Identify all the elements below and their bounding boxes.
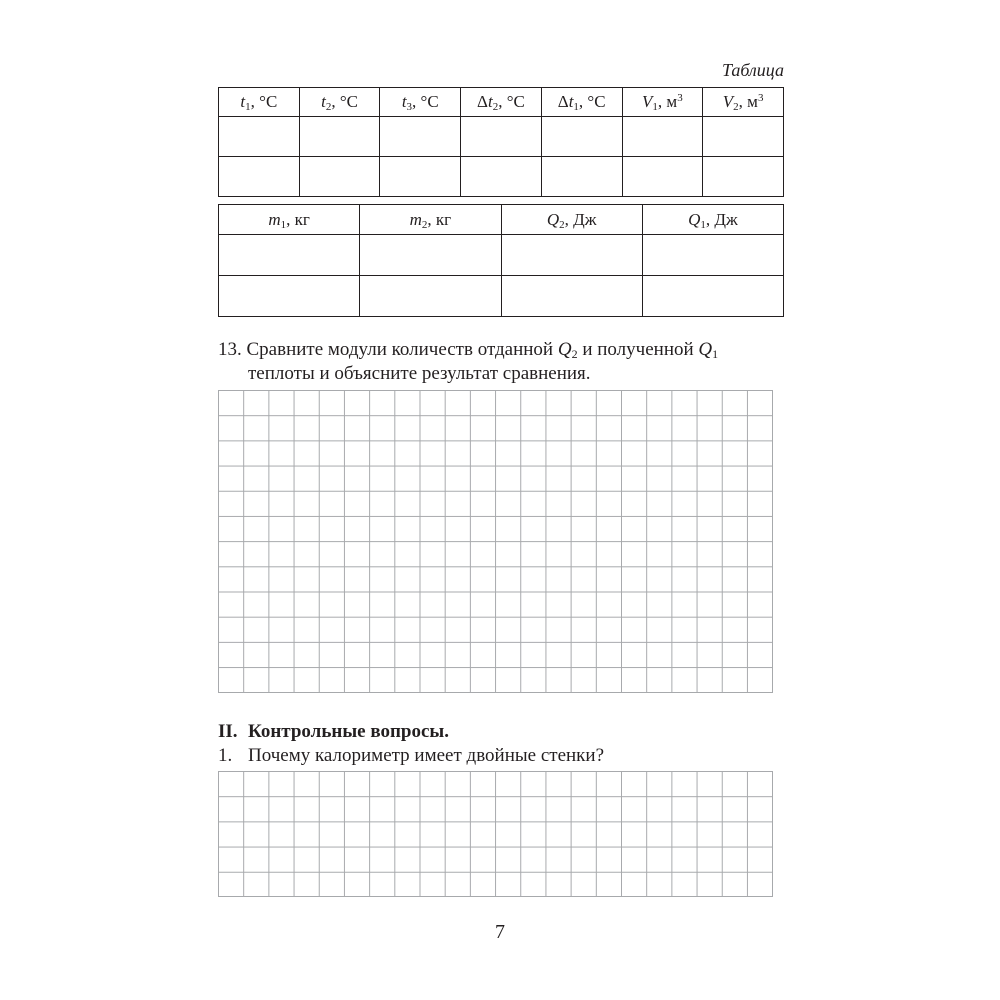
question-13 (218, 338, 786, 386)
table-cell[interactable] (642, 276, 783, 317)
header-t3: $t_3$, °C (380, 88, 461, 117)
table-cell[interactable] (299, 157, 380, 197)
table-cell[interactable] (501, 276, 642, 317)
table-cell[interactable] (299, 117, 380, 157)
table-cell[interactable] (219, 235, 360, 276)
header-v2: $V_2$, $м^3$ (703, 88, 784, 117)
table-cell[interactable] (541, 157, 622, 197)
table-cell[interactable] (360, 235, 501, 276)
table-cell[interactable] (380, 117, 461, 157)
header-t1: $t_1$, °C (219, 88, 300, 117)
measurements-table-temperature-volume (218, 87, 784, 197)
page-number: 7 (495, 921, 505, 943)
header-delta-t1: $\Delta t_1$, °C (541, 88, 622, 117)
table-cell[interactable] (219, 276, 360, 317)
header-m1: $m_1$, кг (219, 205, 360, 235)
question-13-line-2: теплоты и объясните результат сравнения. (248, 363, 591, 384)
section-heading: II. Контрольные вопросы. (218, 721, 449, 742)
table-cell[interactable] (622, 117, 703, 157)
question-13-line-1: 13. Сравните модули количеств отданной $Q_2$ и полученной $Q_1$ (218, 339, 719, 361)
table-cell[interactable] (622, 157, 703, 197)
table-cell[interactable] (461, 157, 542, 197)
table-cell[interactable] (219, 157, 300, 197)
table-cell[interactable] (703, 157, 784, 197)
table-cell[interactable] (219, 117, 300, 157)
table-cell[interactable] (380, 157, 461, 197)
answer-grid-control-question-1[interactable] (218, 771, 773, 897)
table-cell[interactable] (360, 276, 501, 317)
header-m2: $m_2$, кг (360, 205, 501, 235)
measurements-table-mass-heat (218, 204, 784, 317)
table-row (219, 157, 784, 197)
table-row (219, 117, 784, 157)
table-row (219, 235, 784, 276)
table-cell[interactable] (461, 117, 542, 157)
header-delta-t2: $\Delta t_2$, °C (461, 88, 542, 117)
header-v1: $V_1$, $м^3$ (622, 88, 703, 117)
table-cell[interactable] (501, 235, 642, 276)
table-cell[interactable] (541, 117, 622, 157)
table-row (219, 276, 784, 317)
table-cell[interactable] (642, 235, 783, 276)
header-q2: $Q_2$, Дж (501, 205, 642, 235)
control-question-1: 1. Почему калориметр имеет двойные стенки? (218, 745, 604, 766)
answer-grid-question-13[interactable] (218, 390, 773, 693)
header-q1: $Q_1$, Дж (642, 205, 783, 235)
header-t2: $t_2$, °C (299, 88, 380, 117)
table-cell[interactable] (703, 117, 784, 157)
table-caption: Таблица (721, 60, 784, 80)
